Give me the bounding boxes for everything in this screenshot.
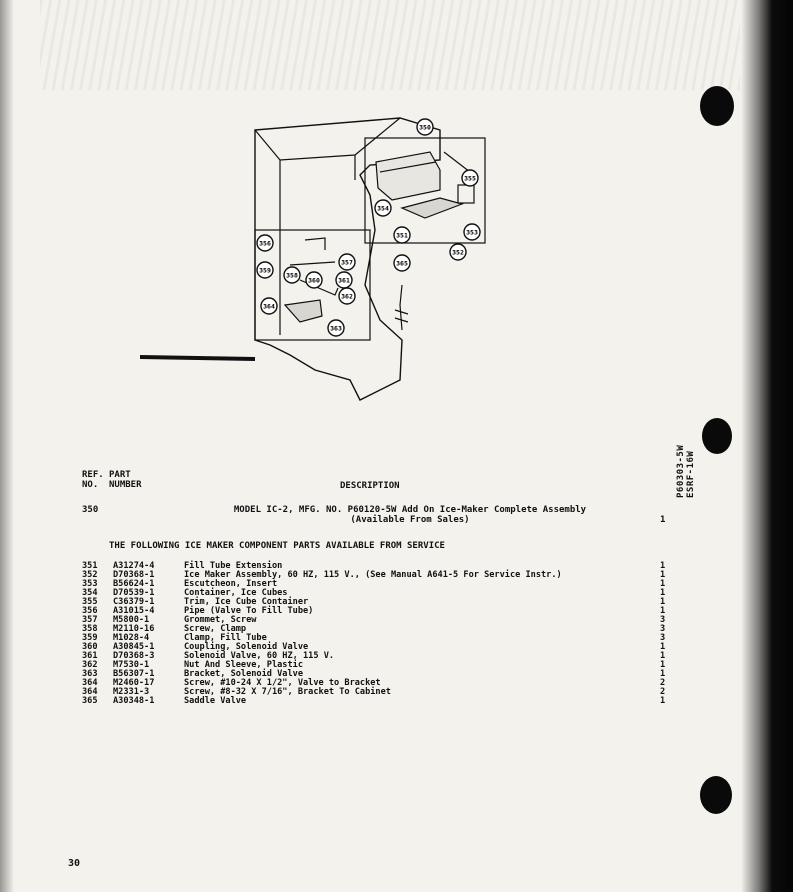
- svg-text:361: 361: [338, 276, 350, 285]
- model-description: MODEL IC-2, MFG. NO. P60120-5W Add On Ice-Maker Complete Assembly (Available From Sales): [233, 505, 587, 525]
- table-row: 357 M5800-1 Grommet, Screw 3: [82, 615, 666, 625]
- svg-text:364: 364: [263, 302, 275, 311]
- table-row: 359 M1028-4 Clamp, Fill Tube 3: [82, 633, 666, 643]
- parts-table: [80, 562, 680, 706]
- svg-text:358: 358: [286, 271, 298, 280]
- table-row: 353 B56624-1 Escutcheon, Insert 1: [82, 579, 666, 589]
- table-row: 364 M2331-3 Screw, #8-32 X 7/16", Bracket To Cabinet 2: [82, 687, 666, 697]
- callout-356: [257, 235, 273, 251]
- svg-text:362: 362: [341, 292, 353, 301]
- svg-text:353: 353: [466, 228, 478, 237]
- table-row: 354 D70539-1 Container, Ice Cubes 1: [82, 588, 666, 598]
- scan-edge-left: [0, 0, 14, 892]
- callout-361: [336, 272, 352, 288]
- svg-text:357: 357: [341, 258, 353, 267]
- table-row: 363 B56307-1 Bracket, Solenoid Valve 1: [82, 669, 666, 679]
- service-note: THE FOLLOWING ICE MAKER COMPONENT PARTS AVAILABLE FROM SERVICE: [109, 541, 445, 551]
- ice-maker-exploded-diagram: [140, 100, 560, 410]
- table-row: 365 A30348-1 Saddle Valve 1: [82, 696, 666, 706]
- callout-362: [339, 288, 355, 304]
- model-qty: 1: [660, 515, 666, 525]
- table-row: 364 M2460-17 Screw, #10-24 X 1/2", Valve to Bracket 2: [82, 678, 666, 688]
- table-row: 351 A31274-4 Fill Tube Extension 1: [82, 561, 666, 571]
- header-part-number: PART NUMBER: [109, 470, 142, 490]
- svg-text:351: 351: [396, 231, 408, 240]
- table-row: 360 A30845-1 Coupling, Solenoid Valve 1: [82, 642, 666, 652]
- callout-353: [464, 224, 480, 240]
- callout-358: [284, 267, 300, 283]
- binder-hole-top: [700, 86, 734, 126]
- callout-352: [450, 244, 466, 260]
- page-number: 30: [68, 858, 81, 869]
- callout-357: [339, 254, 355, 270]
- svg-text:365: 365: [396, 259, 408, 268]
- table-row: 356 A31015-4 Pipe (Valve To Fill Tube) 1: [82, 606, 666, 616]
- callout-350: [417, 119, 433, 135]
- callout-351: [394, 227, 410, 243]
- binder-hole-bottom: [700, 776, 732, 814]
- svg-text:350: 350: [419, 123, 431, 132]
- side-model-code: P60303-5W ESRF-16W: [676, 444, 696, 498]
- svg-text:356: 356: [259, 239, 271, 248]
- callout-355: [462, 170, 478, 186]
- header-ref-no: REF. NO.: [82, 470, 104, 490]
- model-ref-no: 350: [82, 505, 99, 515]
- table-row: 355 C36379-1 Trim, Ice Cube Container 1: [82, 597, 666, 607]
- table-row: 361 D70368-3 Solenoid Valve, 60 HZ, 115 V. 1: [82, 651, 666, 661]
- callout-364: [261, 298, 277, 314]
- svg-text:354: 354: [377, 204, 389, 213]
- table-row: 352 D70368-1 Ice Maker Assembly, 60 HZ, 115 V., (See Manual A641-5 For Service Instr.) 1: [82, 570, 666, 580]
- scan-noise: [40, 0, 740, 90]
- table-row: 362 M7530-1 Nut And Sleeve, Plastic 1: [82, 660, 666, 670]
- callout-360: [306, 272, 322, 288]
- svg-text:359: 359: [259, 266, 271, 275]
- svg-text:360: 360: [308, 276, 320, 285]
- callout-354: [375, 200, 391, 216]
- svg-text:355: 355: [464, 174, 476, 183]
- svg-text:363: 363: [330, 324, 342, 333]
- binder-hole-middle: [702, 418, 732, 454]
- table-row: 358 M2110-16 Screw, Clamp 3: [82, 624, 666, 634]
- header-description: DESCRIPTION: [340, 481, 400, 491]
- svg-text:352: 352: [452, 248, 464, 257]
- callout-359: [257, 262, 273, 278]
- scan-edge-right: [741, 0, 793, 892]
- callout-363: [328, 320, 344, 336]
- callout-365: [394, 255, 410, 271]
